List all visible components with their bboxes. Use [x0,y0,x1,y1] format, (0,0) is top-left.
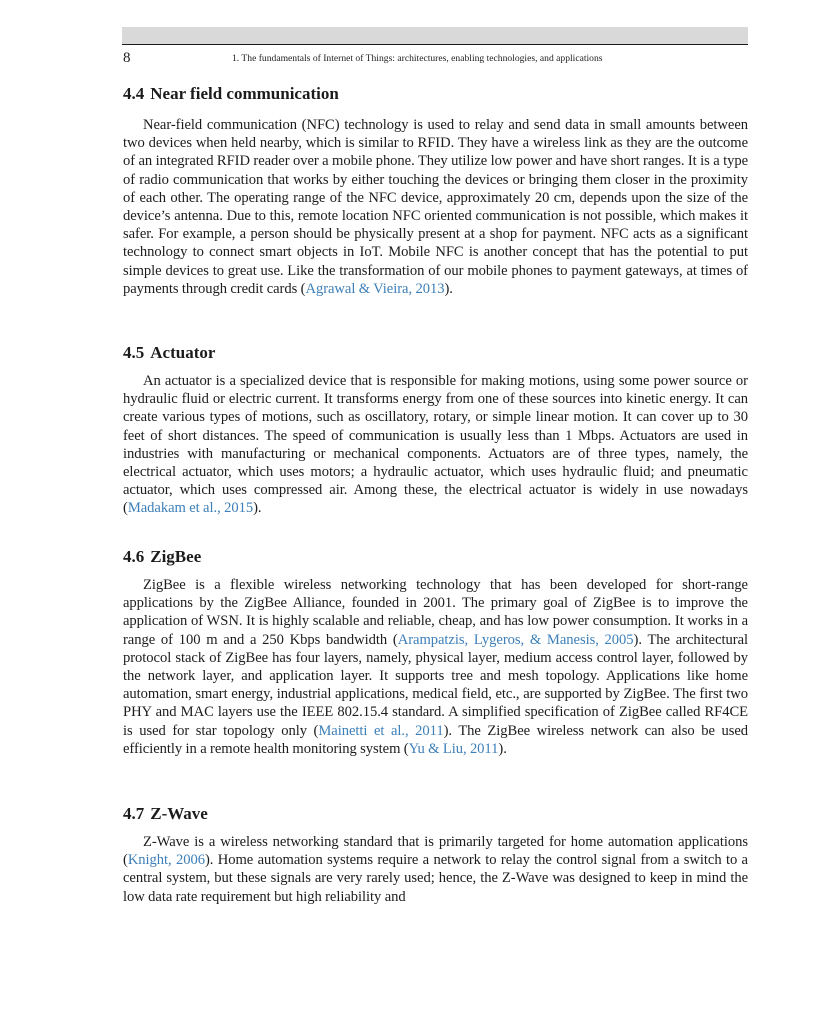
paragraph-text: ). Home automation systems require a network to relay the control signal from a switch to a central system, but these signals are very rarely used; hence, the Z-Wave was designed to keep in mind the low data rate requirement but high reliability and [123,852,748,905]
section-title: Z-Wave [150,804,208,823]
paragraph-text: An actuator is a specialized device that is responsible for making motions, using some power source or hydraulic fluid or electric current. It transforms energy from one of these sources into kinetic energy. It can create various types of motions, such as oscillatory, rotary, or simple linear motion. It can cover up to 30 feet of short distances. The speed of communication is usually less than 1 Mbps. Actuators are used in industries with manufacturing or mechanical components. Actuators are of three types, namely, the electrical actuator, which uses motors; a hydraulic actuator, which uses hydraulic fluid; and pneumatic actuator, which uses compressed air. Among these, the electrical actuator is widely in use nowadays ( [123,373,748,517]
paragraph-text: ). [498,740,507,757]
citation-link[interactable]: Arampatzis, Lygeros, & Manesis, 2005 [397,631,634,648]
section-title: ZigBee [150,547,202,566]
paragraph-text: Z-Wave is a wireless networking standard that is primarily targeted for home automation applications ( [123,834,748,869]
running-head: 1. The fundamentals of Internet of Things: architectures, enabling technologies, and applications [232,53,603,64]
citation-link[interactable]: Yu & Liu, 2011 [408,740,499,757]
section-paragraph [123,116,748,298]
page-number: 8 [123,50,131,66]
paragraph-text: Near-field communication (NFC) technology is used to relay and send data in small amounts between two devices when held nearby, which is similar to RFID. They have a wireless link as they are the outcome of an integrated RFID reader over a mobile phone. They utilize low power and have short ranges. It is a type of radio communication that works by either touching the devices or bringing them closer in the proximity of each other. The operating range of the NFC device, approximately 20 cm, depends upon the size of the device’s antenna. Due to this, remote location NFC oriented communication is not possible, which makes it safer. For example, a person should be physically present at a shop for payment. NFC acts as a significant technology to connect smart objects in IoT. Mobile NFC is another concept that has the potential to put simple devices to great use. Like the transformation of our mobile phones to payment gateways, at times of payments through credit cards ( [123,117,748,297]
paragraph-text: ). The architectural protocol stack of ZigBee has four layers, namely, physical layer, medium access control layer, followed by the network layer, and application layer. It supports tree and mesh topology. Applications like home automation, smart energy, industrial applications, medical field, etc., are supported by ZigBee. The first two PHY and MAC layers use the IEEE 802.15.4 standard. A simplified specification of ZigBee called RF4CE is used for star topology only ( [123,631,749,739]
section-paragraph [123,833,748,906]
section-paragraph [123,576,748,758]
header-band [122,27,748,45]
paragraph-text: ). [253,500,262,517]
citation-link[interactable]: Mainetti et al., 2011 [318,722,444,739]
section-heading [123,804,748,824]
section-number: 4.4 [123,84,145,103]
citation-link[interactable]: Madakam et al., 2015 [127,500,254,517]
section-number: 4.7 [123,804,145,823]
section-number: 4.6 [123,547,145,566]
section-actuator [123,343,748,518]
section-zigbee [123,547,748,758]
paragraph-text: ). The ZigBee wireless network can also be used efficiently in a remote health monitoring system ( [123,722,748,757]
section-paragraph [123,372,748,518]
section-heading [123,343,748,363]
paragraph-text: ZigBee is a flexible wireless networking technology that has been developed for short-range applications by the ZigBee Alliance, founded in 2001. The primary goal of ZigBee is to improve the application of WSN. It is highly scalable and reliable, cheap, and has low power consumption. It works in a range of 100 m and a 250 Kbps bandwidth ( [123,577,748,648]
section-heading [123,547,748,567]
citation-link[interactable]: Knight, 2006 [127,852,205,869]
section-z-wave [123,804,748,906]
section-title: Actuator [150,343,216,362]
citation-link[interactable]: Agrawal & Vieira, 2013 [305,280,445,297]
section-heading [123,84,748,104]
section-near-field-communication [123,84,748,298]
paragraph-text: ). [444,280,453,297]
section-title: Near field communication [150,84,339,103]
section-number: 4.5 [123,343,145,362]
